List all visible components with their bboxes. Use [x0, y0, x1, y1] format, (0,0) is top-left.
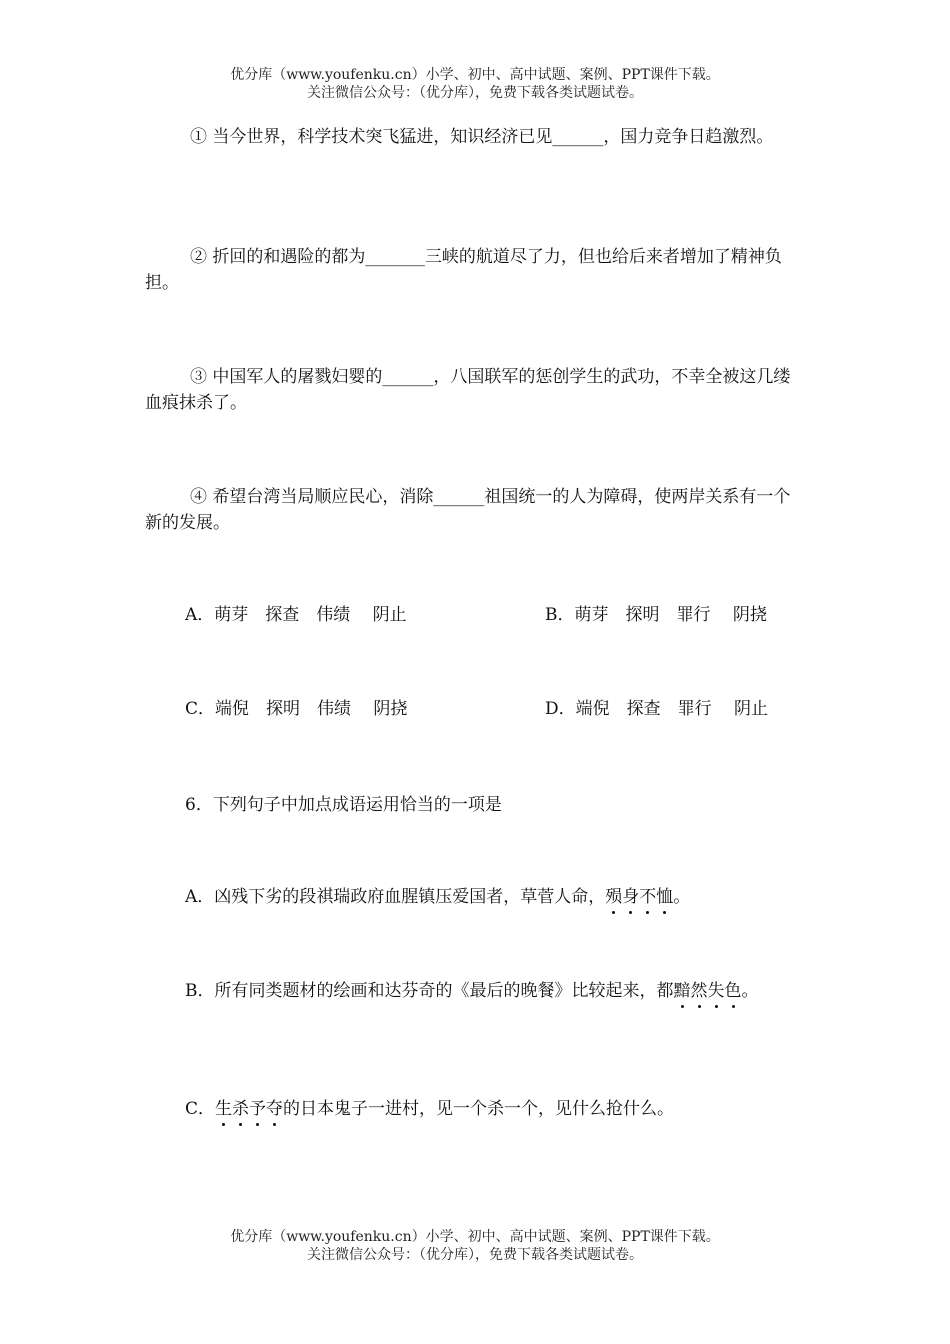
dotted-char: 不	[639, 884, 656, 910]
option-c-label: C．	[185, 1099, 216, 1119]
sentence-1: ① 当今世界，科学技术突飞猛进，知识经济已见______，国力竞争日趋激烈。	[190, 127, 774, 147]
question-6-option-c	[185, 1096, 674, 1122]
option-b: B．萌芽 探明 罪行 阴挠	[545, 605, 767, 625]
dotted-char: 夺	[266, 1096, 283, 1122]
option-a-end: 。	[673, 887, 691, 907]
option-a-text: A．凶残下劣的段祺瑞政府血腥镇压爱国者，草菅人命，	[185, 887, 606, 907]
dotted-char: 杀	[232, 1096, 249, 1122]
sentence-4: ④ 希望台湾当局顺应民心，消除______祖国统一的人为障碍，使两岸关系有一个新的发展。	[145, 487, 791, 533]
option-d: D．端倪 探查 罪行 阴止	[545, 699, 769, 719]
dotted-char: 色	[725, 978, 742, 1004]
page-footer	[0, 1228, 950, 1264]
question-6-stem: 6．下列句子中加点成语运用恰当的一项是	[185, 795, 502, 815]
footer-line-1: 优分库（www.youfenku.cn）小学、初中、高中试题、案例、PPT课件下载。	[230, 1229, 720, 1245]
dotted-char: 然	[691, 978, 708, 1004]
option-c: C．端倪 探明 伟绩 阴挠	[185, 699, 408, 719]
dotted-char: 恤	[656, 884, 673, 910]
header-line-1: 优分库（www.youfenku.cn）小学、初中、高中试题、案例、PPT课件下载。	[230, 67, 720, 83]
question-6-option-b	[145, 978, 805, 1004]
sentence-2: ② 折回的和遇险的都为_______三峡的航道尽了力，但也给后来者增加了精神负担。	[145, 247, 782, 293]
dotted-char: 予	[249, 1096, 266, 1122]
header-line-2: 关注微信公众号：（优分库），免费下载各类试题试卷。	[307, 85, 643, 101]
dotted-char: 失	[708, 978, 725, 1004]
option-c-text: 的日本鬼子一进村，见一个杀一个，见什么抢什么。	[283, 1099, 675, 1119]
option-b-end: 。	[741, 981, 759, 1001]
sentence-3: ③ 中国军人的屠戮妇婴的______，八国联军的惩创学生的武功，不幸全被这几缕血痕抹杀了。	[145, 367, 791, 413]
dotted-char: 生	[215, 1096, 232, 1122]
question-6-option-a	[185, 884, 690, 910]
page-header	[0, 66, 950, 102]
dotted-char: 黯	[674, 978, 691, 1004]
dotted-char: 身	[622, 884, 639, 910]
option-a: A．萌芽 探查 伟绩 阴止	[185, 605, 407, 625]
dotted-char: 殒	[605, 884, 622, 910]
option-b-text: B．所有同类题材的绘画和达芬奇的《最后的晚餐》比较起来，都	[185, 981, 674, 1001]
footer-line-2: 关注微信公众号：（优分库），免费下载各类试题试卷。	[307, 1247, 643, 1263]
